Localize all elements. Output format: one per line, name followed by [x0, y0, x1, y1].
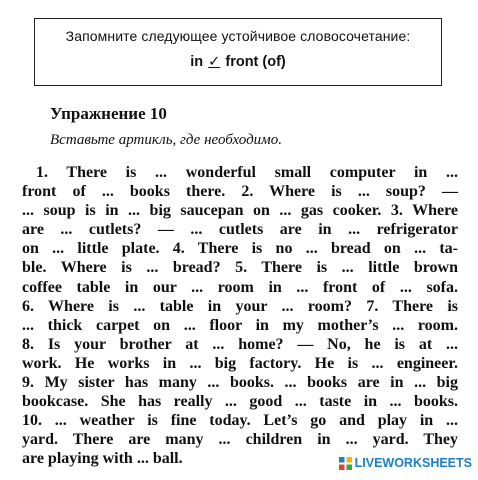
exercise-line: 9. My sister has many ... books. ... books are in ... big	[22, 374, 458, 392]
exercise-line: 8. Is your brother at ... home? — No, he is at ...	[22, 335, 458, 353]
exercise-instruction: Вставьте артикль, где необходимо.	[50, 132, 283, 148]
exercise-line: coffee table in our ... room in ... front of ... sofa.	[22, 278, 458, 296]
exercise-line: ble. Where is ... bread? 5. There is ... little brown	[22, 259, 458, 277]
exercise-line: yard. There are many ... children in ... yard. They	[22, 431, 458, 449]
exercise-line: on ... little plate. 4. There is no ... bread on ... ta-	[22, 240, 458, 258]
liveworksheets-logo-icon	[339, 457, 352, 470]
watermark-text: LIVEWORKSHEETS	[354, 456, 472, 470]
phrase-in: in	[190, 54, 204, 70]
rule-instruction: Запомните следующее устойчивое словосочетание:	[65, 28, 411, 44]
exercise-line: 6. Where is ... table in your ... room? 7. There is	[22, 297, 458, 315]
checkmark-icon: ✓	[208, 54, 221, 70]
exercise-line: ... soup is in ... big saucepan on ... gas cooker. 3. Where	[22, 202, 458, 220]
phrase-front-of: front (of)	[225, 54, 286, 70]
exercise-text	[22, 163, 458, 469]
exercise-line: ... thick carpet on ... floor in my mother’s ... room.	[22, 316, 458, 334]
liveworksheets-watermark	[339, 456, 472, 470]
exercise-line: are ... cutlets? — ... cutlets are in ... refrigerator	[22, 221, 458, 239]
exercise-line: bookcase. She has really ... good ... taste in ... books.	[22, 393, 458, 411]
set-phrase	[35, 54, 441, 70]
rule-box	[34, 18, 442, 86]
exercise-line: 1. There is ... wonderful small computer in ...	[36, 164, 458, 181]
exercise-line: front of ... books there. 2. Where is ... soup? —	[22, 183, 458, 201]
exercise-line: work. He works in ... big factory. He is ... engineer.	[22, 354, 458, 372]
exercise-title: Упражнение 10	[50, 104, 167, 123]
exercise-line: are playing with ... ball.	[22, 450, 183, 468]
exercise-line: 10. ... weather is fine today. Let’s go and play in ...	[22, 412, 458, 430]
